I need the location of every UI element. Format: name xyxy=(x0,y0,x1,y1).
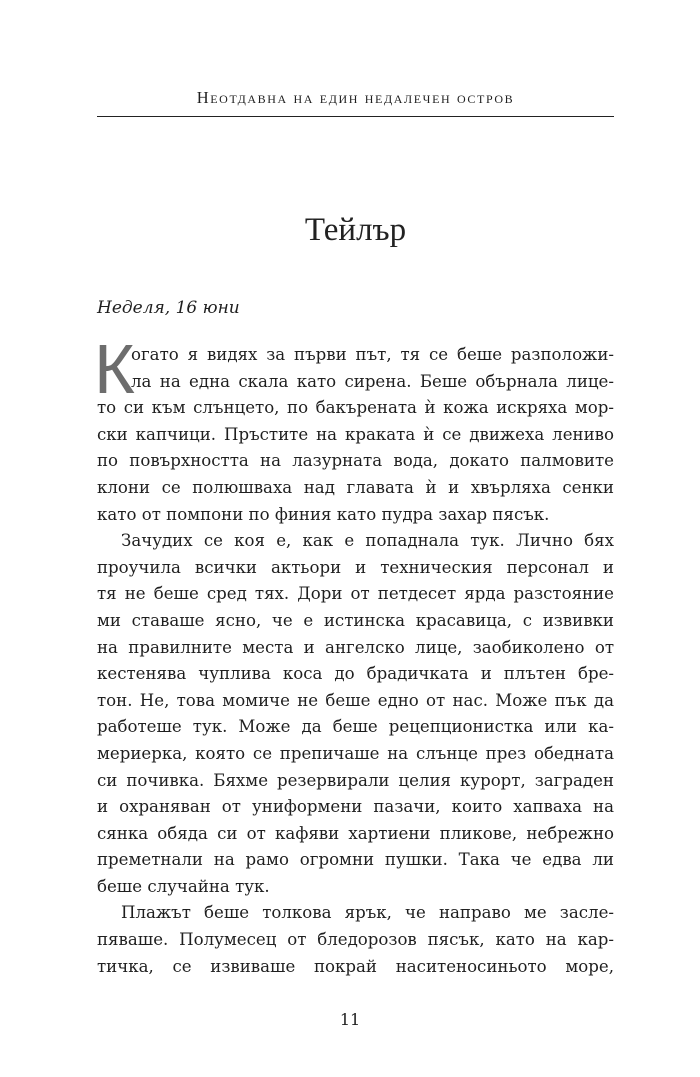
text-line: сянка обяда си от кафяви хартиени пликове, небрежно xyxy=(97,823,614,843)
page-number: 11 xyxy=(339,1010,361,1029)
dateline: Неделя, 16 юни xyxy=(97,298,240,318)
running-head-rule xyxy=(97,116,614,117)
text-line: клони се полюшваха над главата ѝ и хвърляха сенки xyxy=(97,477,614,497)
drop-cap: К xyxy=(94,330,135,408)
text-line: мериерка, която се препичаше на слънце през обедната xyxy=(97,743,614,763)
chapter-title: Тейлър xyxy=(304,212,407,248)
text-line: ми ставаше ясно, че е истинска красавица, с извивки xyxy=(97,610,614,630)
text-line: по повърхността на лазурната вода, докато палмовите xyxy=(97,451,614,471)
text-line: огато я видях за първи път, тя се беше разположи- xyxy=(131,345,614,364)
text-line: тичка, се извиваше покрай наситеносиньото море, xyxy=(97,956,614,976)
text-line: като от помпони по финия като пудра захар пясък. xyxy=(97,504,550,524)
body-text xyxy=(94,330,614,980)
text-line: ла на една скала като сирена. Беше обърнала лице- xyxy=(131,371,614,391)
text-line: кестенява чуплива коса до брадичката и плътен бре- xyxy=(97,664,614,684)
running-head: Неотдавна на един недалечен остров xyxy=(196,88,515,107)
text-line: преметнали на рамо огромни пушки. Така че едва ли xyxy=(97,850,614,870)
text-line: Зачудих се коя е, как е попаднала тук. Лично бях xyxy=(121,531,614,551)
text-line: и охраняван от униформени пазачи, които хапваха на xyxy=(97,797,614,817)
text-line: проучила всички актьори и техническия персонал и xyxy=(97,557,614,577)
text-line: тон. Не, това момиче не беше едно от нас. Може пък да xyxy=(97,690,614,710)
text-line: ски капчици. Пръстите на краката ѝ се движеха лениво xyxy=(97,424,614,444)
text-line: Плажът беше толкова ярък, че направо ме засле- xyxy=(121,903,614,923)
text-line: то си към слънцето, по бакърената ѝ кожа искряха мор- xyxy=(97,398,614,418)
text-line: работеше тук. Може да беше рецепционистка или ка- xyxy=(97,717,614,737)
text-line: беше случайна тук. xyxy=(97,876,270,896)
text-line: пяваше. Полумесец от бледорозов пясък, като на кар- xyxy=(97,930,614,950)
text-line: си почивка. Бяхме резервирали целия курорт, заграден xyxy=(97,770,614,790)
text-line: тя не беше сред тях. Дори от петдесет ярда разстояние xyxy=(97,584,614,604)
text-line: на правилните места и ангелско лице, заобиколено от xyxy=(97,637,614,657)
